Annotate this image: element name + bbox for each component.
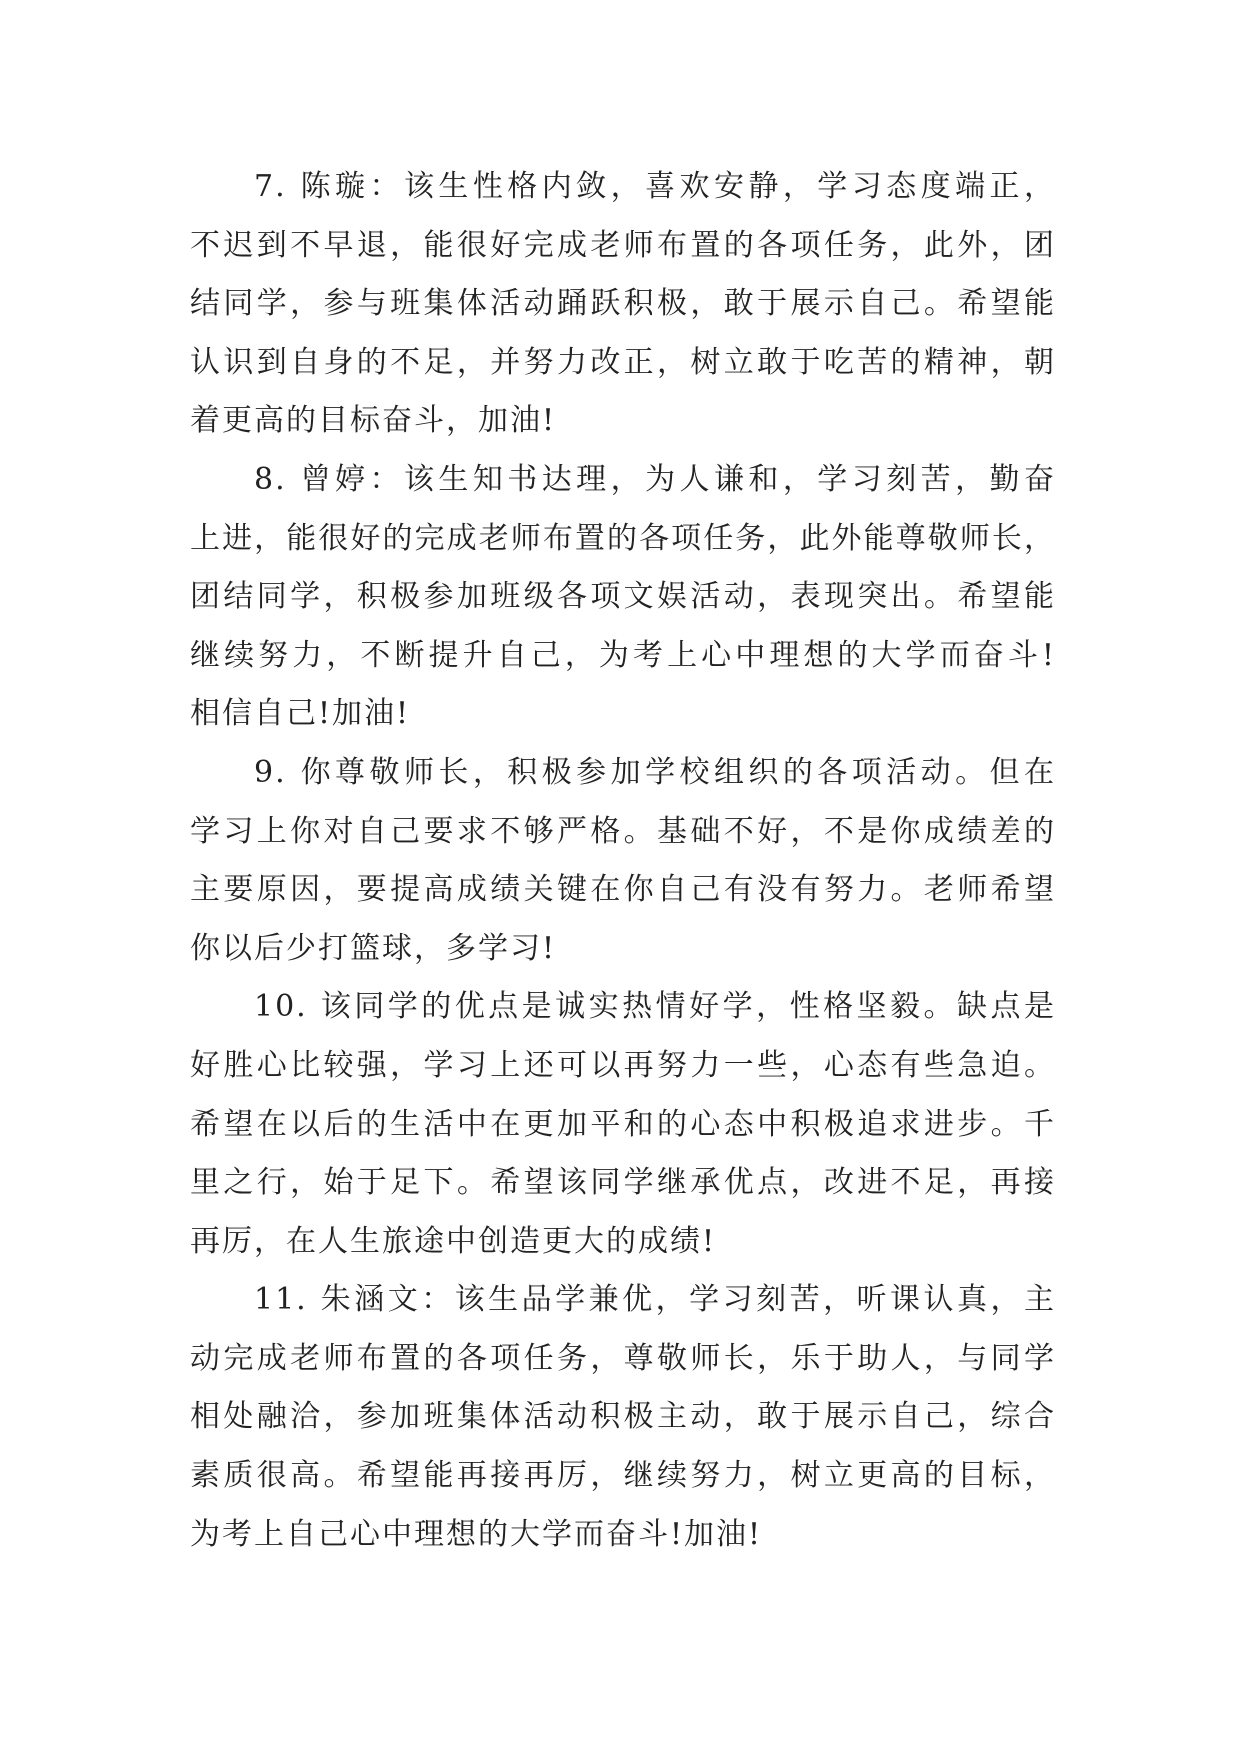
paragraph-line: 11. 朱涵文：该生品学兼优，学习刻苦，听课认真，主: [254, 1282, 1056, 1318]
paragraph-line: 着更高的目标奋斗，加油!: [190, 403, 557, 439]
paragraph-line: 9. 你尊敬师长，积极参加学校组织的各项活动。但在: [254, 754, 1056, 790]
paragraph-line: 为考上自己心中理想的大学而奋斗!加油!: [190, 1516, 763, 1552]
paragraph-line: 你以后少打篮球，多学习!: [190, 930, 557, 966]
paragraph-line: 里之行，始于足下。希望该同学继承优点，改进不足，再接: [190, 1165, 1056, 1201]
paragraph-line: 相信自己!加油!: [190, 696, 411, 732]
paragraph-line: 主要原因，要提高成绩关键在你自己有没有努力。老师希望: [190, 872, 1056, 908]
paragraph-11: [190, 1271, 1056, 1564]
paragraph-line: 团结同学，积极参加班级各项文娱活动，表现突出。希望能: [190, 579, 1056, 615]
paragraph-line: 动完成老师布置的各项任务，尊敬师长，乐于助人，与同学: [190, 1340, 1056, 1376]
paragraph-line: 学习上你对自己要求不够严格。基础不好，不是你成绩差的: [190, 813, 1056, 849]
paragraph-line: 继续努力，不断提升自己，为考上心中理想的大学而奋斗!: [190, 637, 1056, 673]
paragraph-line: 上进，能很好的完成老师布置的各项任务，此外能尊敬师长，: [190, 520, 1056, 556]
paragraph-10: [190, 978, 1056, 1271]
paragraph-line: 8. 曾婷：该生知书达理，为人谦和，学习刻苦，勤奋: [254, 461, 1056, 497]
paragraph-8: [190, 451, 1056, 744]
paragraph-7: [190, 158, 1056, 451]
paragraph-line: 7. 陈璇：该生性格内敛，喜欢安静，学习态度端正，: [254, 169, 1056, 204]
paragraph-line: 好胜心比较强，学习上还可以再努力一些，心态有些急迫。: [190, 1047, 1056, 1083]
paragraph-line: 相处融洽，参加班集体活动积极主动，敢于展示自己，综合: [190, 1399, 1056, 1435]
paragraph-line: 认识到自身的不足，并努力改正，树立敢于吃苦的精神，朝: [190, 344, 1056, 380]
paragraph-line: 希望在以后的生活中在更加平和的心态中积极追求进步。千: [190, 1106, 1056, 1142]
document-page: [190, 158, 1056, 1564]
paragraph-9: [190, 744, 1056, 978]
paragraph-line: 再厉，在人生旅途中创造更大的成绩!: [190, 1223, 717, 1259]
paragraph-line: 结同学，参与班集体活动踊跃积极，敢于展示自己。希望能: [190, 286, 1056, 322]
paragraph-line: 素质很高。希望能再接再厉，继续努力，树立更高的目标，: [190, 1458, 1056, 1494]
paragraph-line: 不迟到不早退，能很好完成老师布置的各项任务，此外，团: [190, 227, 1056, 263]
paragraph-line: 10. 该同学的优点是诚实热情好学，性格坚毅。缺点是: [254, 989, 1056, 1025]
